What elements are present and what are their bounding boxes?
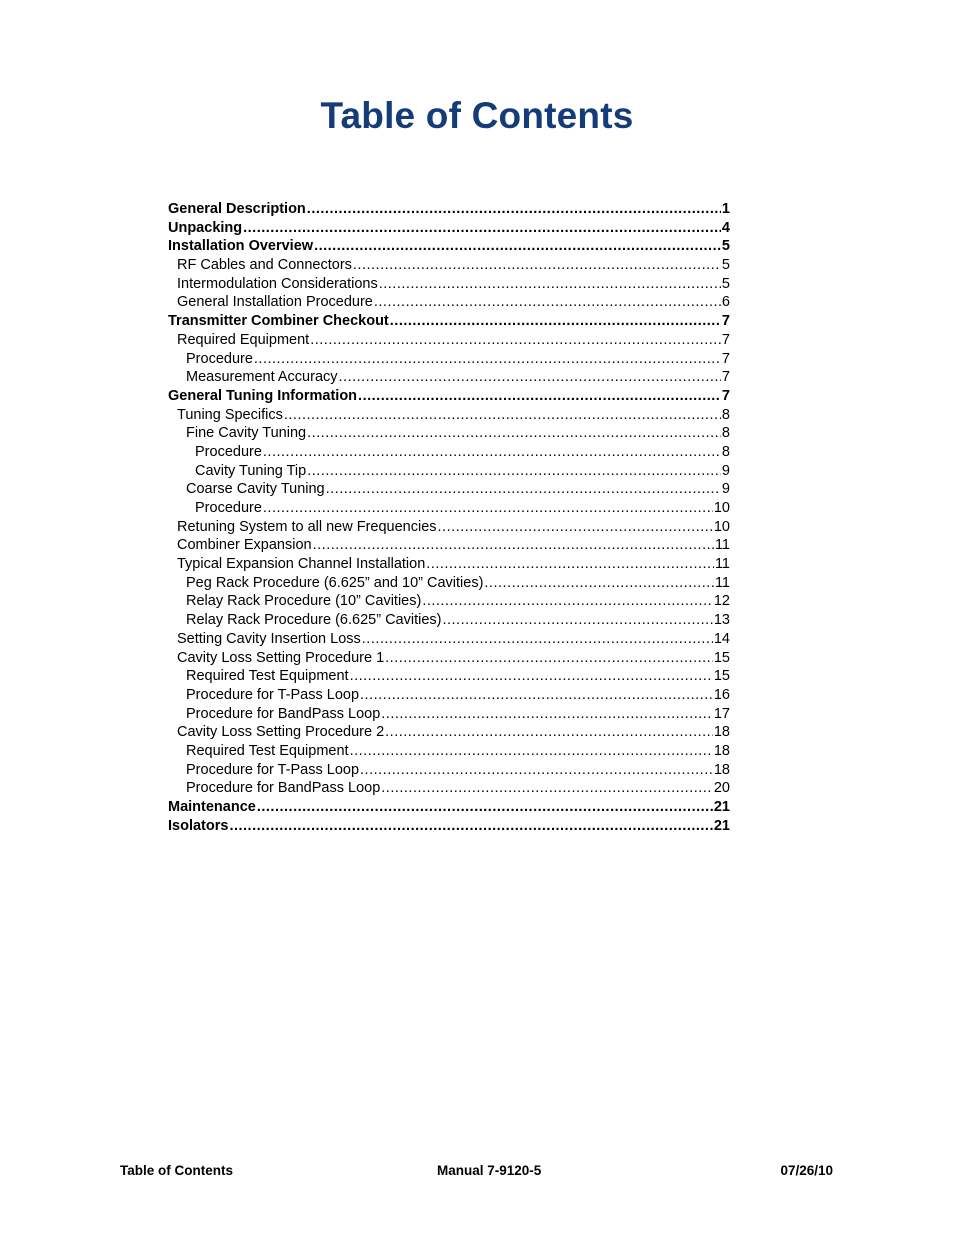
dot-leader: [422, 592, 713, 611]
dot-leader: [263, 499, 713, 518]
toc-entry-page-number: 8: [721, 406, 730, 423]
dot-leader: [339, 368, 721, 387]
footer-date: 07/26/10: [780, 1163, 833, 1178]
dot-leader: [229, 817, 712, 836]
toc-entry-label: Measurement Accuracy: [186, 369, 338, 386]
toc-entry-page-number: 18: [713, 761, 730, 778]
dot-leader: [314, 237, 721, 256]
toc-entry[interactable]: [168, 592, 730, 611]
toc-entry-label: Intermodulation Considerations: [177, 275, 378, 292]
toc-entry-page-number: 13: [713, 612, 730, 629]
toc-entry[interactable]: [168, 406, 730, 425]
toc-entry[interactable]: [168, 275, 730, 294]
toc-entry-label: General Installation Procedure: [177, 294, 373, 311]
toc-entry-label: Cavity Tuning Tip: [195, 462, 307, 479]
dot-leader: [257, 798, 713, 817]
toc-entry[interactable]: [168, 686, 730, 705]
toc-entry[interactable]: [168, 742, 730, 761]
toc-entry[interactable]: [168, 705, 730, 724]
toc-entry-label: Procedure for T-Pass Loop: [186, 686, 360, 703]
dot-leader: [350, 742, 713, 761]
toc-entry[interactable]: [168, 368, 730, 387]
toc-entry-page-number: 7: [721, 387, 730, 404]
toc-entry[interactable]: [168, 798, 730, 817]
toc-entry-page-number: 6: [721, 294, 730, 311]
toc-entry-page-number: 11: [714, 537, 730, 554]
toc-entry-page-number: 11: [714, 556, 730, 573]
toc-entry-page-number: 5: [721, 257, 730, 274]
toc-entry[interactable]: [168, 237, 730, 256]
toc-entry-page-number: 15: [713, 649, 730, 666]
toc-entry-label: Required Test Equipment: [186, 742, 349, 759]
toc-entry-label: Transmitter Combiner Checkout: [168, 313, 389, 330]
dot-leader: [385, 649, 713, 668]
dot-leader: [307, 200, 721, 219]
toc-entry-label: Relay Rack Procedure (10” Cavities): [186, 593, 422, 610]
toc-entry-page-number: 15: [713, 668, 730, 685]
toc-entry-label: General Description: [168, 201, 306, 217]
toc-entry[interactable]: [168, 761, 730, 780]
toc-entry-page-number: 7: [721, 350, 730, 367]
toc-entry-label: RF Cables and Connectors: [177, 257, 352, 274]
toc-entry-label: General Tuning Information: [168, 387, 358, 404]
table-of-contents: [168, 200, 730, 835]
toc-entry[interactable]: [168, 779, 730, 798]
toc-entry-page-number: 5: [721, 275, 730, 292]
toc-entry-page-number: 8: [721, 443, 730, 460]
toc-entry-label: Combiner Expansion: [177, 537, 312, 554]
dot-leader: [385, 723, 713, 742]
toc-entry[interactable]: [168, 200, 730, 219]
toc-entry-label: Required Equipment: [177, 331, 310, 348]
toc-entry-label: Installation Overview: [168, 238, 314, 255]
toc-entry-label: Procedure: [195, 500, 262, 516]
toc-entry[interactable]: [168, 350, 730, 369]
toc-entry-label: Setting Cavity Insertion Loss: [177, 630, 361, 647]
toc-entry[interactable]: [168, 555, 730, 574]
toc-entry-page-number: 20: [713, 780, 730, 797]
dot-leader: [438, 518, 713, 537]
toc-entry-label: Peg Rack Procedure (6.625” and 10” Cavities): [186, 574, 484, 591]
toc-entry[interactable]: [168, 387, 730, 406]
toc-entry-page-number: 7: [721, 313, 730, 330]
toc-entry-page-number: 10: [713, 500, 730, 516]
dot-leader: [442, 611, 712, 630]
toc-entry-page-number: 7: [721, 369, 730, 386]
toc-entry-page-number: 21: [713, 817, 730, 834]
dot-leader: [484, 574, 714, 593]
dot-leader: [381, 705, 713, 724]
dot-leader: [310, 331, 721, 350]
footer-section-title: Table of Contents: [120, 1163, 233, 1178]
toc-entry-label: Relay Rack Procedure (6.625” Cavities): [186, 612, 442, 629]
toc-entry-page-number: 17: [713, 705, 730, 722]
dot-leader: [426, 555, 714, 574]
toc-entry[interactable]: [168, 611, 730, 630]
toc-entry-page-number: 18: [713, 742, 730, 759]
toc-entry-page-number: 5: [721, 238, 730, 255]
toc-entry-page-number: 7: [721, 331, 730, 348]
toc-entry[interactable]: [168, 574, 730, 593]
toc-entry-page-number: 14: [713, 630, 730, 647]
toc-entry-label: Isolators: [168, 817, 229, 834]
toc-entry-label: Procedure for T-Pass Loop: [186, 761, 360, 778]
dot-leader: [263, 443, 721, 462]
toc-entry-page-number: 9: [721, 462, 730, 479]
toc-entry[interactable]: [168, 462, 730, 481]
toc-entry[interactable]: [168, 499, 730, 518]
toc-entry[interactable]: [168, 723, 730, 742]
page-title: Table of Contents: [320, 95, 634, 136]
toc-entry[interactable]: [168, 219, 730, 238]
toc-entry[interactable]: [168, 443, 730, 462]
dot-leader: [243, 219, 721, 238]
toc-entry-page-number: 1: [721, 201, 730, 217]
dot-leader: [362, 630, 713, 649]
toc-entry-page-number: 12: [713, 593, 730, 610]
dot-leader: [374, 293, 721, 312]
dot-leader: [326, 480, 721, 499]
toc-entry[interactable]: [168, 817, 730, 836]
toc-entry-label: Maintenance: [168, 799, 256, 815]
toc-entry-label: Typical Expansion Channel Installation: [177, 556, 426, 573]
toc-entry-label: Fine Cavity Tuning: [186, 425, 307, 442]
toc-entry[interactable]: [168, 518, 730, 537]
dot-leader: [390, 312, 721, 331]
toc-entry-label: Procedure for BandPass Loop: [186, 705, 381, 722]
toc-entry-label: Tuning Specifics: [177, 406, 283, 423]
dot-leader: [360, 761, 713, 780]
dot-leader: [353, 256, 721, 275]
dot-leader: [379, 275, 721, 294]
toc-entry[interactable]: [168, 331, 730, 350]
dot-leader: [307, 462, 721, 481]
toc-entry-label: Procedure for BandPass Loop: [186, 780, 381, 797]
toc-entry-label: Procedure: [195, 443, 262, 460]
dot-leader: [381, 779, 713, 798]
toc-entry-page-number: 4: [721, 219, 730, 236]
dot-leader: [284, 406, 721, 425]
toc-entry[interactable]: [168, 667, 730, 686]
toc-entry[interactable]: [168, 256, 730, 275]
toc-entry-page-number: 18: [713, 724, 730, 741]
toc-entry-page-number: 21: [713, 799, 730, 815]
toc-entry-page-number: 10: [713, 518, 730, 535]
toc-entry-label: Unpacking: [168, 219, 243, 236]
toc-entry[interactable]: [168, 649, 730, 668]
dot-leader: [313, 536, 714, 555]
toc-entry[interactable]: [168, 480, 730, 499]
toc-entry-label: Cavity Loss Setting Procedure 1: [177, 649, 385, 666]
dot-leader: [350, 667, 713, 686]
toc-entry-label: Retuning System to all new Frequencies: [177, 518, 437, 535]
toc-entry[interactable]: [168, 293, 730, 312]
dot-leader: [307, 424, 721, 443]
dot-leader: [358, 387, 721, 406]
toc-entry-label: Procedure: [186, 350, 253, 367]
toc-entry-page-number: 9: [721, 481, 730, 498]
dot-leader: [360, 686, 713, 705]
toc-entry[interactable]: [168, 312, 730, 331]
toc-entry-label: Cavity Loss Setting Procedure 2: [177, 724, 385, 741]
toc-entry-page-number: 8: [721, 425, 730, 442]
toc-entry-page-number: 16: [713, 686, 730, 703]
dot-leader: [254, 350, 721, 369]
toc-entry[interactable]: [168, 536, 730, 555]
toc-entry[interactable]: [168, 630, 730, 649]
toc-entry-label: Coarse Cavity Tuning: [186, 481, 325, 498]
toc-entry[interactable]: [168, 424, 730, 443]
toc-entry-page-number: 11: [714, 574, 730, 591]
footer-manual-number: Manual 7-9120-5: [437, 1163, 542, 1178]
toc-entry-label: Required Test Equipment: [186, 668, 349, 685]
